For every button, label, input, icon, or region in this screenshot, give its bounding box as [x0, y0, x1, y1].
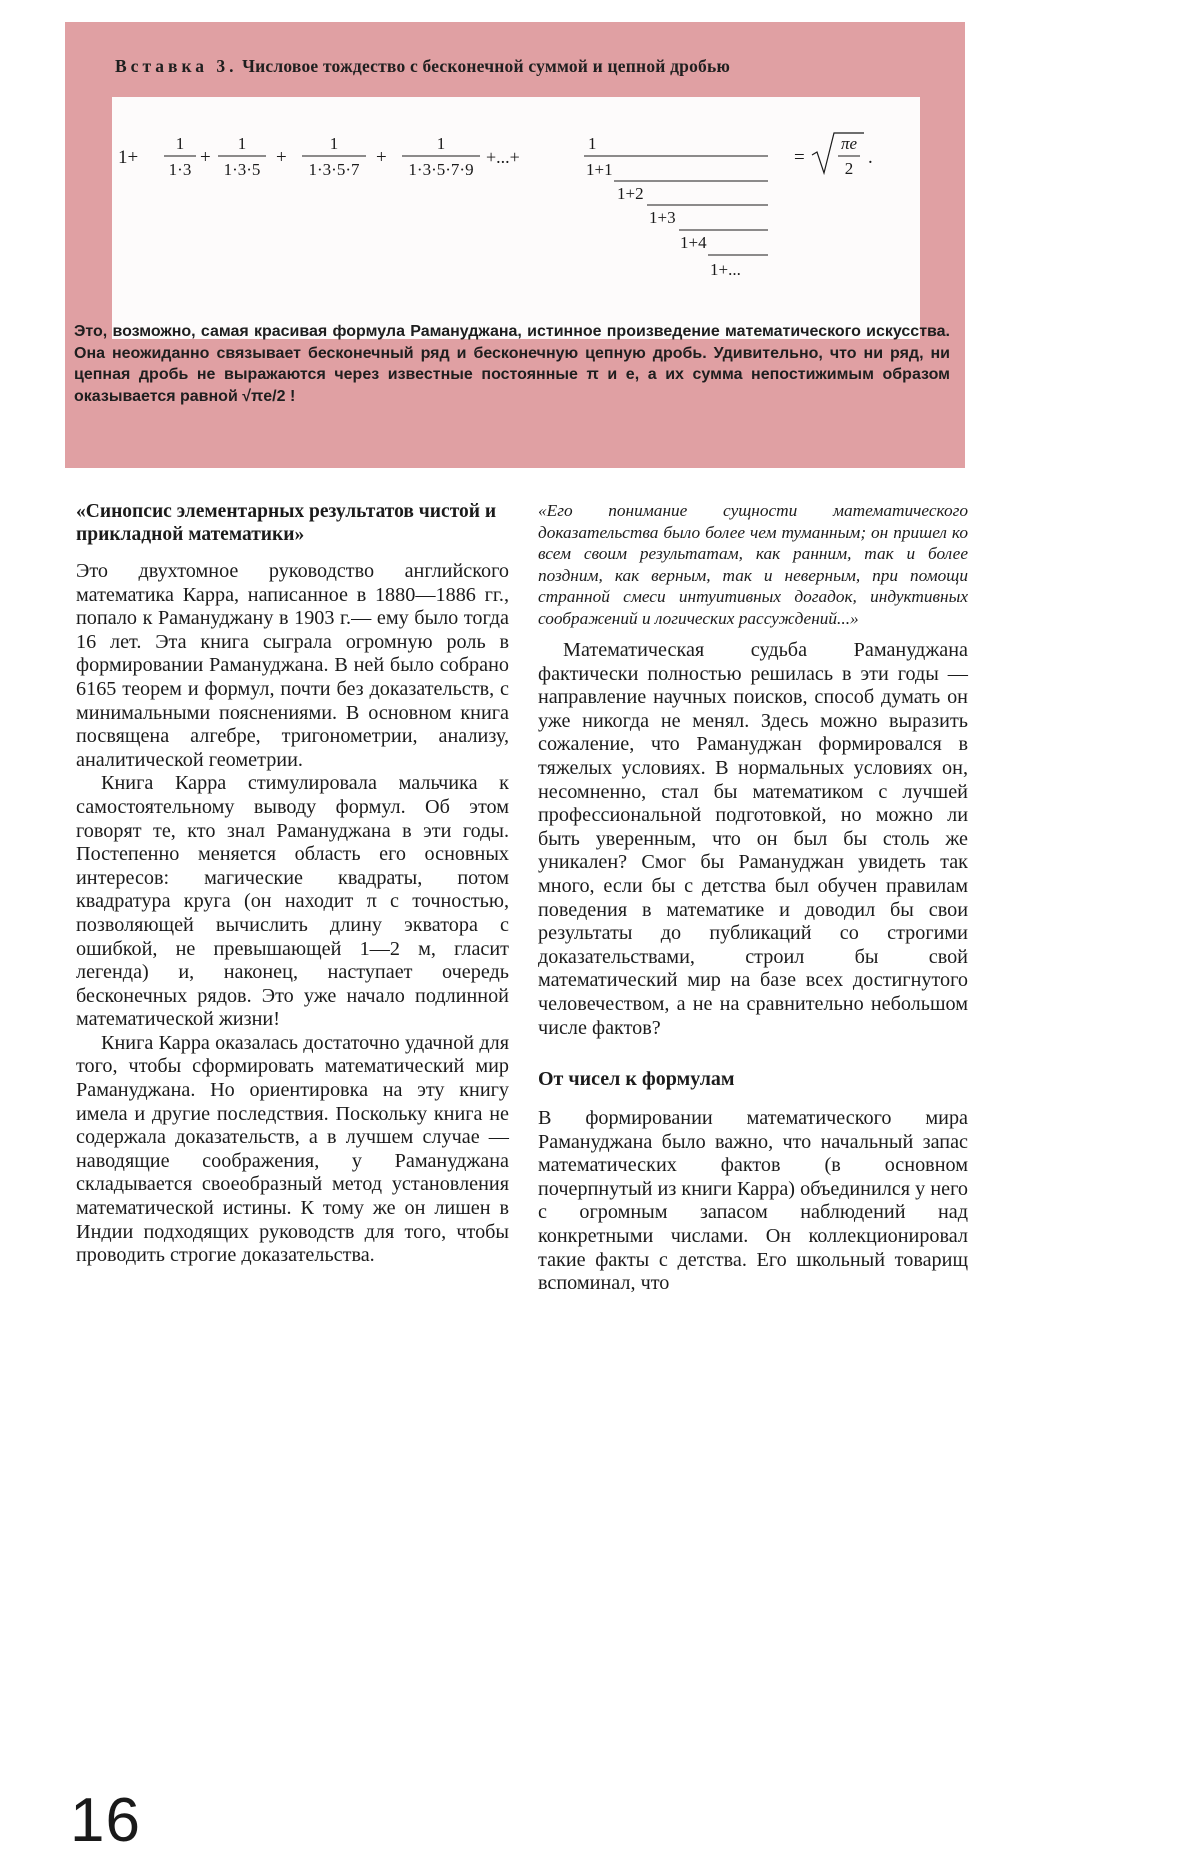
term-den: 1·3	[168, 160, 192, 179]
paragraph: Математическая судьба Рамануджана фактически полностью решилась в эти годы — направление научных поисков, способ думать он уже никогда не менял. Здесь можно выразить сожаление, что Рамануджан формировался в тяжелых условиях. В нормальных условиях он, несомненно, стал бы математиком с лучшей профессиональной подготовкой, но можно ли быть уверенным, что он был бы столь же уникален? Смог бы Рамануджан увидеть так много, если бы с детства был обучен правилам поведения в математике и доводил бы свои результаты до публикаций со строгими доказательствами, строил бы свой математический мир на базе всех достигнутого человечеством, а не на сравнительно небольшом числе фактов?	[538, 639, 968, 1039]
inset-title-text: Числовое тождество с бесконечной суммой и цепной дробью	[242, 56, 731, 76]
paragraph: Книга Карра оказалась достаточно удачной для того, чтобы сформировать математический мир Рамануджана. Но ориентировка на эту книгу имела и другие последствия. Поскольку книга не содержала доказательств, а в лучшем случае — наводящие соображения, у Рамануджана складывается своеобразный метод установления математической истины. К тому же он лишен в Индии подходящих руководств для того, чтобы проводить строгие доказательства.	[76, 1031, 509, 1267]
page-number: 16	[70, 1786, 141, 1855]
svg-text:+: +	[376, 147, 387, 168]
term-den: 1·3·5·7·9	[408, 160, 474, 179]
inset-box	[65, 22, 965, 468]
cf-level: 1+...	[710, 260, 741, 279]
cf-level: 1+3	[649, 208, 676, 227]
right-column	[538, 500, 968, 1296]
formula-box	[112, 97, 920, 339]
formula-equals: =	[794, 147, 805, 168]
section-heading: «Синопсис элементарных результатов чистой и прикладной математики»	[76, 501, 497, 545]
cf-level: 1+1	[586, 160, 613, 179]
paragraph: Это двухтомное руководство английского математика Карра, написанное в 1880—1886 гг., попало к Рамануджану в 1903 г.— ему было тогда 16 лет. Эта книга сыграла огромную роль в формировании Рамануджана. В ней было собрано 6165 теорем и формул, почти без доказательств, с минимальными пояснениями. В основном книга посвящена алгебре, тригонометрии, анализу, аналитической геометрии.	[76, 560, 509, 771]
formula-ellipsis: +...+	[486, 147, 520, 167]
term-den: 1·3·5	[223, 160, 261, 179]
formula-lead: 1+	[118, 147, 139, 168]
left-column	[76, 500, 509, 1268]
rhs-denominator: 2	[844, 159, 854, 178]
paragraph: Книга Карра стимулировала мальчика к самостоятельному выводу формул. Об этом говорят те, кто знал Рамануджана в эти годы. Постепенно меняется область его основных интересов: магические квадраты, потом квадратура круга (он находит π с точностью, позволяющей вычислить длину экватора с ошибкой, не превышающей 1—2 м, гласит легенда) и, наконец, наступает очередь бесконечных рядов. Это уже начало подлинной математической жизни!	[76, 772, 509, 1031]
svg-text:+: +	[276, 147, 287, 168]
svg-text:+: +	[200, 147, 211, 168]
cf-level: 1+2	[617, 184, 644, 203]
quote: «Его понимание сущности математического доказательства было более чем туманным; он пришел ко всем своим результатам, как ранним, так и более поздним, как верным, так и неверным, при помощи странной смеси интуитивных догадок, индуктивных соображений и логических рассуждений...»	[538, 501, 968, 628]
term-num: 1	[329, 134, 339, 153]
formula	[112, 97, 920, 339]
inset-caption	[74, 321, 950, 407]
term-num: 1	[436, 134, 446, 153]
term-num: 1	[175, 134, 185, 153]
subheading: От чисел к формулам	[538, 1068, 735, 1091]
cf-level: 1+4	[680, 233, 707, 252]
cf-numerator: 1	[588, 134, 597, 153]
paragraph: В формировании математического мира Рамануджана было важно, что начальный запас математических фактов (в основном почерпнутый из книги Карра) объединился у него с огромным запасом наблюдений над конкретными числами. Он коллекционировал такие факты с детства. Его школьный товарищ вспоминал, что	[538, 1107, 968, 1295]
formula-end: .	[868, 147, 873, 168]
rhs-numerator: πe	[840, 134, 858, 153]
inset-caption-text: Это, возможно, самая красивая формула Рамануджана, истинное произведение математического искусства. Она неожиданно связывает бесконечный ряд и бесконечную цепную дробь. Удивительно, что ни ряд, ни цепная дробь не выражаются через известные постоянные π и e, а их сумма непостижимым образом оказывается равной √πe/2 !	[74, 323, 950, 405]
term-den: 1·3·5·7	[308, 160, 360, 179]
term-num: 1	[237, 134, 247, 153]
inset-title	[115, 56, 935, 77]
inset-title-label: Вставка 3.	[115, 56, 238, 76]
